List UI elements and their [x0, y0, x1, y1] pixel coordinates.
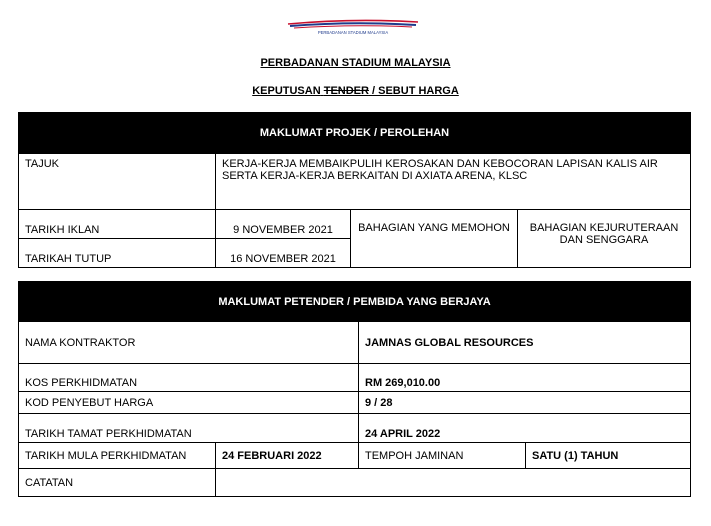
contractor-value: JAMNAS GLOBAL RESOURCES	[359, 322, 691, 364]
winner-table	[18, 281, 691, 497]
close-date-label: TARIKAH TUTUP	[19, 239, 216, 268]
start-date-label: TARIKH MULA PERKHIDMATAN	[19, 443, 216, 469]
end-date-label: TARIKH TAMAT PERKHIDMATAN	[19, 414, 359, 443]
decision-suffix: / SEBUT HARGA	[372, 85, 459, 97]
title-label: TAJUK	[19, 154, 216, 210]
notes-label: CATATAN	[19, 469, 216, 497]
contractor-label: NAMA KONTRAKTOR	[19, 322, 359, 364]
start-date-value: 24 FEBRUARI 2022	[216, 443, 359, 469]
cost-label: KOS PERKHIDMATAN	[19, 364, 359, 392]
code-value: 9 / 28	[359, 392, 691, 414]
decision-struck-word: TENDER	[323, 85, 369, 97]
end-date-value: 24 APRIL 2022	[359, 414, 691, 443]
ad-date-label: TARIKH IKLAN	[19, 210, 216, 239]
close-date-value: 16 NOVEMBER 2021	[216, 239, 351, 268]
organization-logo	[286, 18, 420, 36]
requesting-dept-value: BAHAGIAN KEJURUTERAAN DAN SENGGARA	[518, 210, 691, 268]
svg-text:PERBADANAN STADIUM MALAYSIA: PERBADANAN STADIUM MALAYSIA	[317, 30, 389, 35]
requesting-dept-label: BAHAGIAN YANG MEMOHON	[351, 210, 518, 268]
decision-heading	[0, 85, 711, 97]
decision-prefix: KEPUTUSAN	[252, 85, 321, 97]
winner-section-header: MAKLUMAT PETENDER / PEMBIDA YANG BERJAYA	[19, 282, 691, 322]
title-value: KERJA-KERJA MEMBAIKPULIH KEROSAKAN DAN KEBOCORAN LAPISAN KALIS AIR SERTA KERJA-KERJA BERKAITAN DI AXIATA ARENA, KLSC	[216, 154, 691, 210]
logo-emblem	[286, 18, 420, 36]
organization-heading: PERBADANAN STADIUM MALAYSIA	[260, 57, 451, 69]
cost-value: RM 269,010.00	[359, 364, 691, 392]
project-table	[18, 112, 691, 268]
notes-value	[216, 469, 691, 497]
warranty-label: TEMPOH JAMINAN	[359, 443, 526, 469]
project-section-header: MAKLUMAT PROJEK / PEROLEHAN	[19, 113, 691, 154]
warranty-value: SATU (1) TAHUN	[526, 443, 691, 469]
code-label: KOD PENYEBUT HARGA	[19, 392, 359, 414]
ad-date-value: 9 NOVEMBER 2021	[216, 210, 351, 239]
